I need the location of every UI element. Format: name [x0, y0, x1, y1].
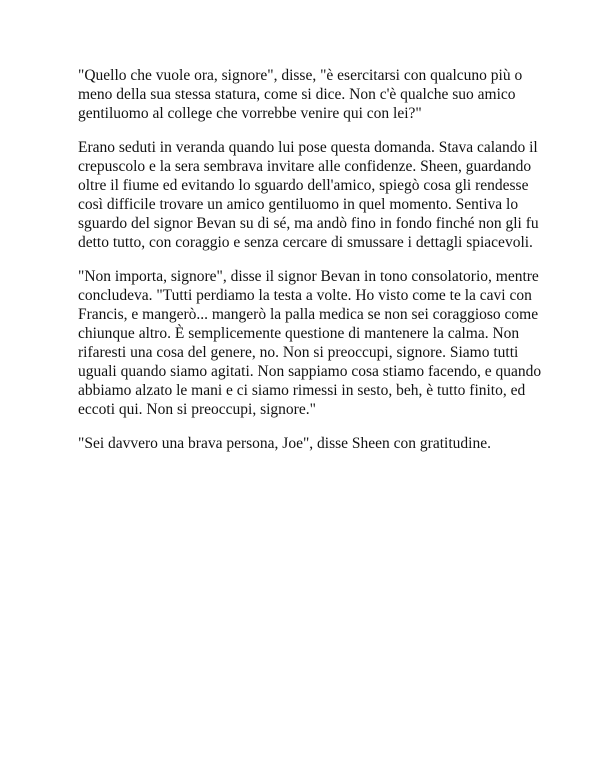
text-line: così difficile trovare un amico gentiluomo in quel momento. Sentiva lo: [78, 196, 519, 213]
document-body: [78, 66, 542, 468]
text-line: oltre il fiume ed evitando lo sguardo dell'amico, spiegò cosa gli rendesse: [78, 177, 529, 194]
text-line: "Non importa, signore", disse il signor Bevan in tono consolatorio, mentre: [78, 268, 539, 285]
text-line: rifaresti una cosa del genere, no. Non si preoccupi, signore. Siamo tutti: [78, 344, 519, 361]
text-line: "Quello che vuole ora, signore", disse, "è esercitarsi con qualcuno più o: [78, 67, 523, 84]
text-line: eccoti qui. Non si preoccupi, signore.": [78, 401, 316, 418]
text-line: "Sei davvero una brava persona, Joe", disse Sheen con gratitudine.: [78, 435, 491, 452]
paragraph-1: [78, 66, 528, 123]
text-line: meno della sua stessa statura, come si dice. Non c'è qualche suo amico: [78, 86, 516, 103]
text-line: chiunque altro. È semplicemente questione di mantenere la calma. Non: [78, 325, 520, 342]
text-line: detto tutto, con coraggio e senza cercare di smussare i dettagli spiacevoli.: [78, 234, 533, 251]
paragraph-4: [78, 434, 528, 453]
text-line: Erano seduti in veranda quando lui pose questa domanda. Stava calando il: [78, 139, 538, 156]
text-line: gentiluomo al college che vorrebbe venire qui con lei?": [78, 105, 422, 122]
text-line: Francis, e mangerò... mangerò la palla medica se non sei coraggioso come: [78, 306, 539, 323]
text-line: sguardo del signor Bevan su di sé, ma andò fino in fondo finché non gli fu: [78, 215, 539, 232]
paragraph-3: [78, 267, 542, 419]
text-line: abbiamo alzato le mani e ci siamo rimessi in sesto, beh, è tutto finito, ed: [78, 382, 526, 399]
paragraph-2: [78, 138, 539, 252]
text-line: concludeva. "Tutti perdiamo la testa a volte. Ho visto come te la cavi con: [78, 287, 532, 304]
text-line: uguali quando siamo agitati. Non sappiamo cosa stiamo facendo, e quando: [78, 363, 542, 380]
text-line: crepuscolo e la sera sembrava invitare alle confidenze. Sheen, guardando: [78, 158, 532, 175]
